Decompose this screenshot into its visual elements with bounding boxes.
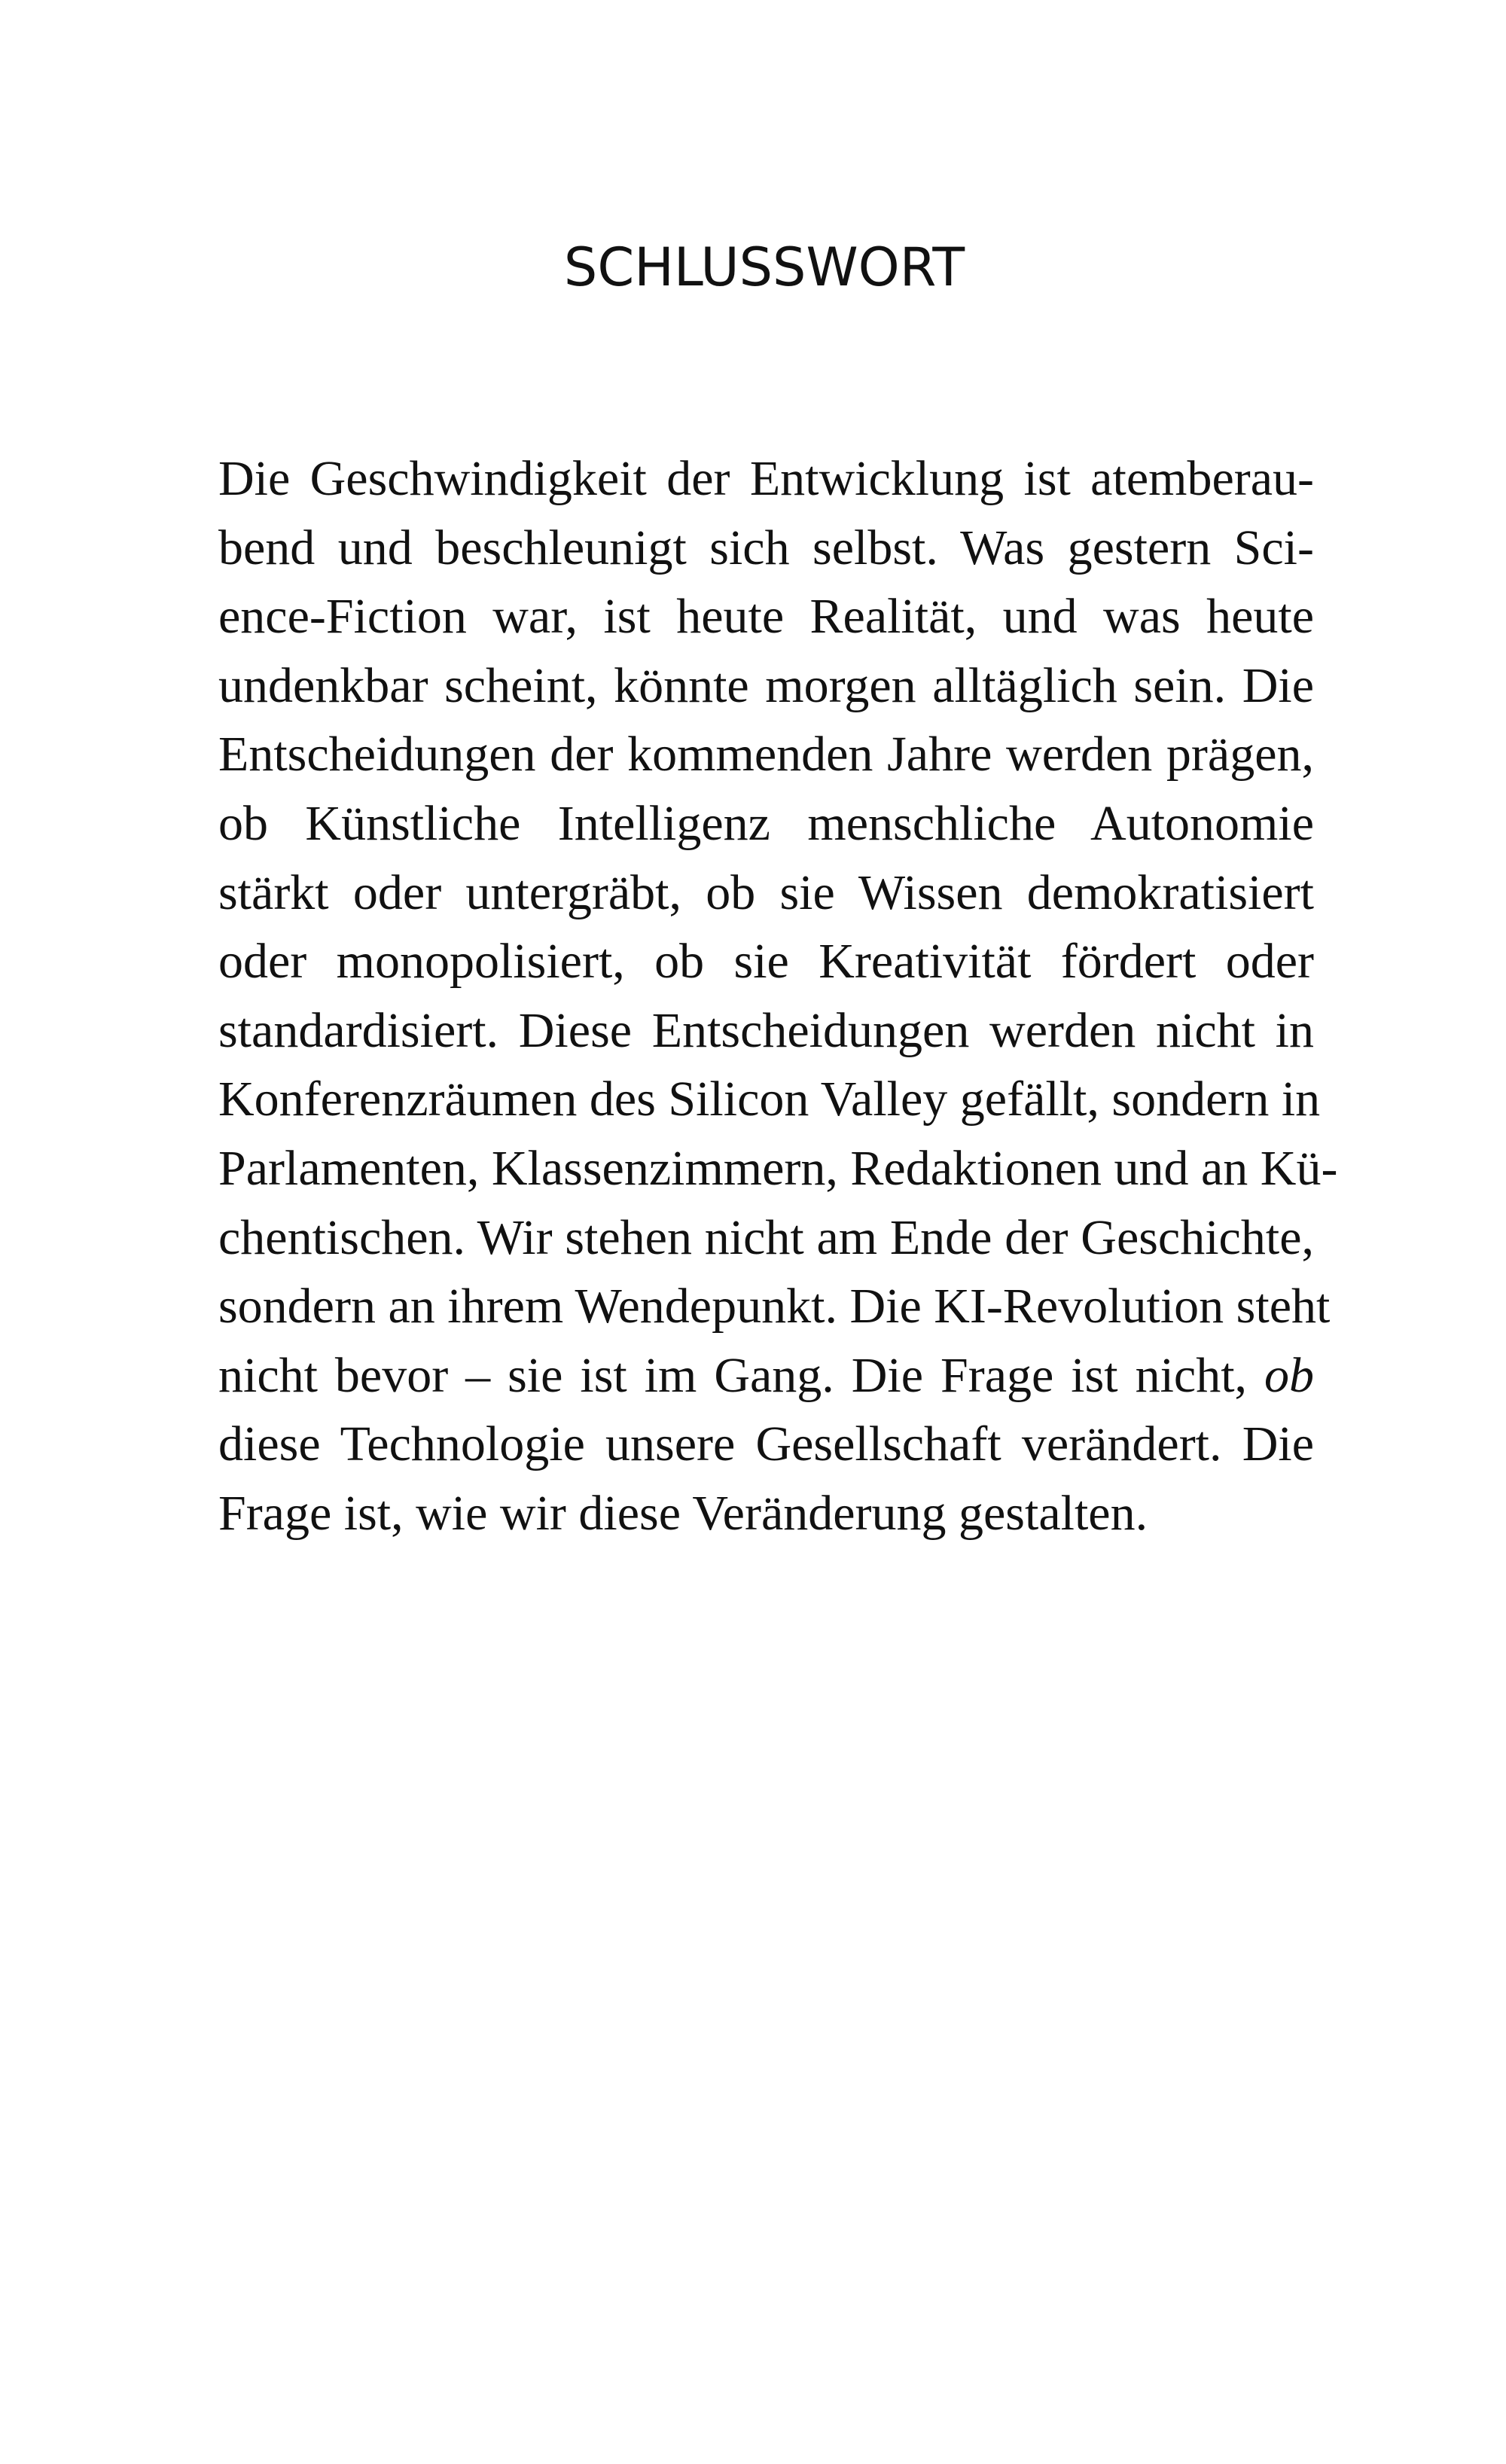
text-line: stärkt oder untergräbt, ob sie Wissen demokratisiert [218, 865, 1314, 920]
text-line: bend und beschleunigt sich selbst. Was gestern Sci- [218, 520, 1314, 575]
text-line-with-emphasis [218, 1341, 1314, 1410]
text-line: Die Geschwindigkeit der Entwicklung ist atemberau- [218, 451, 1314, 506]
text-line: ence-Fiction war, ist heute Realität, und was heute [218, 589, 1314, 645]
text-line-last: Frage ist, wie wir diese Veränderung gestalten. [218, 1485, 1148, 1541]
text-line: Konferenzräumen des Silicon Valley gefällt, sondern in [218, 1072, 1321, 1127]
text-line: sondern an ihrem Wendepunkt. Die KI-Revolution steht [218, 1279, 1331, 1334]
text-line: standardisiert. Diese Entscheidungen werden nicht in [218, 1002, 1314, 1058]
text-line: oder monopolisiert, ob sie Kreativität fördert oder [218, 934, 1314, 990]
text-segment: nicht bevor – sie ist im Gang. Die Frage ist nicht, [218, 1347, 1248, 1403]
text-line: undenkbar scheint, könnte morgen alltäglich sein. Die [218, 657, 1314, 713]
chapter-title: SCHLUSSWORT [563, 236, 965, 298]
text-line: Parlamenten, Klassenzimmern, Redaktionen und an Kü- [218, 1140, 1338, 1196]
body-paragraph [218, 444, 1338, 1548]
text-line: diese Technologie unsere Gesellschaft verändert. Die [218, 1416, 1314, 1472]
text-line: ob Künstliche Intelligenz menschliche Autonomie [218, 795, 1314, 851]
text-line: Entscheidungen der kommenden Jahre werden prägen, [218, 727, 1314, 782]
text-line: chentischen. Wir stehen nicht am Ende der Geschichte, [218, 1209, 1314, 1265]
emphasized-word: ob [1264, 1347, 1315, 1403]
